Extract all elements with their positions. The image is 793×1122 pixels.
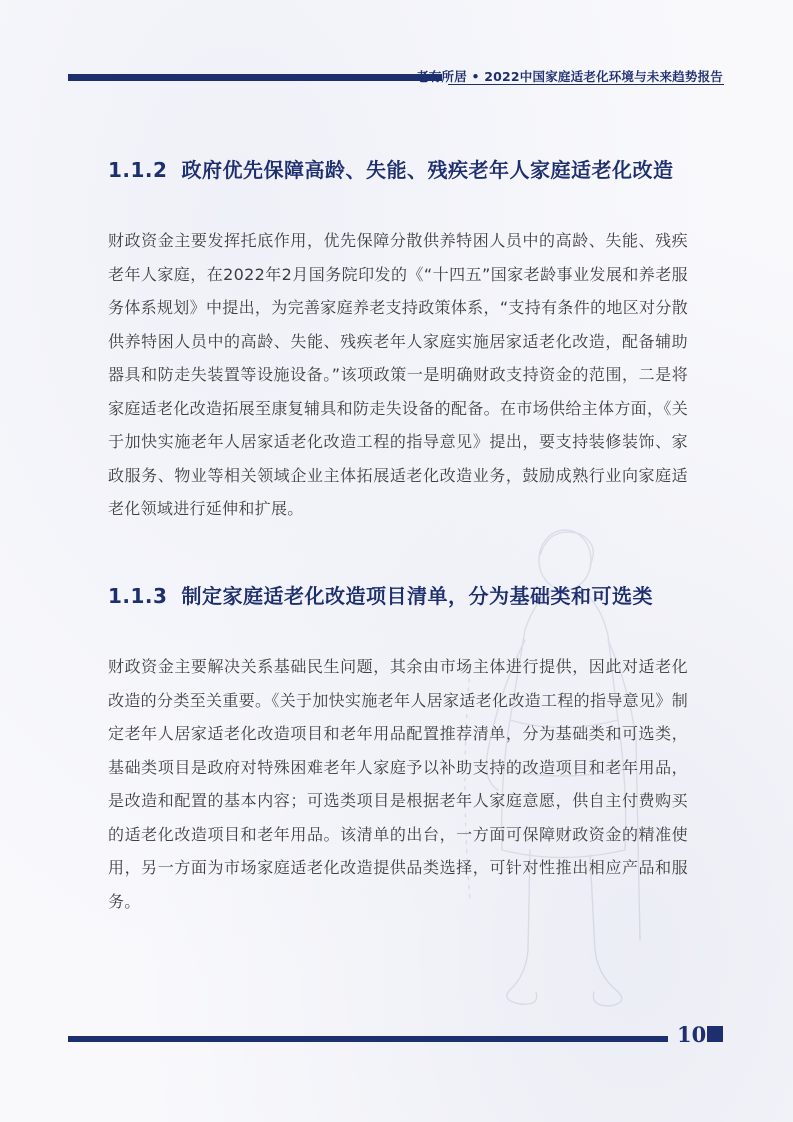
section-title: 制定家庭适老化改造项目清单，分为基础类和可选类 [181,584,653,608]
header-rule [68,74,442,81]
section-number: 1.1.3 [108,584,168,608]
section-body-paragraph: 财政资金主要发挥托底作用，优先保障分散供养特困人员中的高龄、失能、残疾老年人家庭，在2022年2月国务院印发的《“十四五”国家老龄事业发展和养老服务体系规划》中提出，为完善家庭养老支持政策体系，“支持有条件的地区对分散供养特困人员中的高龄、失能、残疾老年人家庭实施居家适老化改造，配备辅助器具和防走失装置等设施设备。”该项政策一是明确财政支持资金的范围，二是将家庭适老化改造拓展至康复辅具和防走失设备的配备。在市场供给主体方面，《关于加快实施老年人居家适老化改造工程的指导意见》提出，要支持装修装饰、家政服务、物业等相关领域企业主体拓展适老化改造业务，鼓励成熟行业向家庭适老化领域进行延伸和扩展。 [108,231,688,518]
page-number: 10 [677,1022,707,1047]
footer-rule [68,1036,668,1042]
section-body-paragraph: 财政资金主要解决关系基础民生问题，其余由市场主体进行提供，因此对适老化改造的分类至关重要。《关于加快实施老年人居家适老化改造工程的指导意见》制定老年人居家适老化改造项目和老年用品配置推荐清单，分为基础类和可选类，基础类项目是政府对特殊困难老年人家庭予以补助支持的改造项目和老年用品，是改造和配置的基本内容；可选类项目是根据老年人家庭意愿，供自主付费购买的适老化改造项目和老年用品。该清单的出台，一方面可保障财政资金的精准使用，另一方面为市场家庭适老化改造提供品类选择，可针对性推出相应产品和服务。 [108,657,688,911]
section-heading-1-1-2 [108,154,673,183]
section-heading-1-1-3 [108,580,653,609]
report-header-title: 老有所居 • 2022中国家庭适老化环境与未来趋势报告 [416,69,723,84]
header-underline [448,84,724,85]
section-title: 政府优先保障高龄、失能、残疾老年人家庭适老化改造 [181,158,674,182]
footer-square-marker [707,1026,723,1042]
section-number: 1.1.2 [108,158,168,182]
